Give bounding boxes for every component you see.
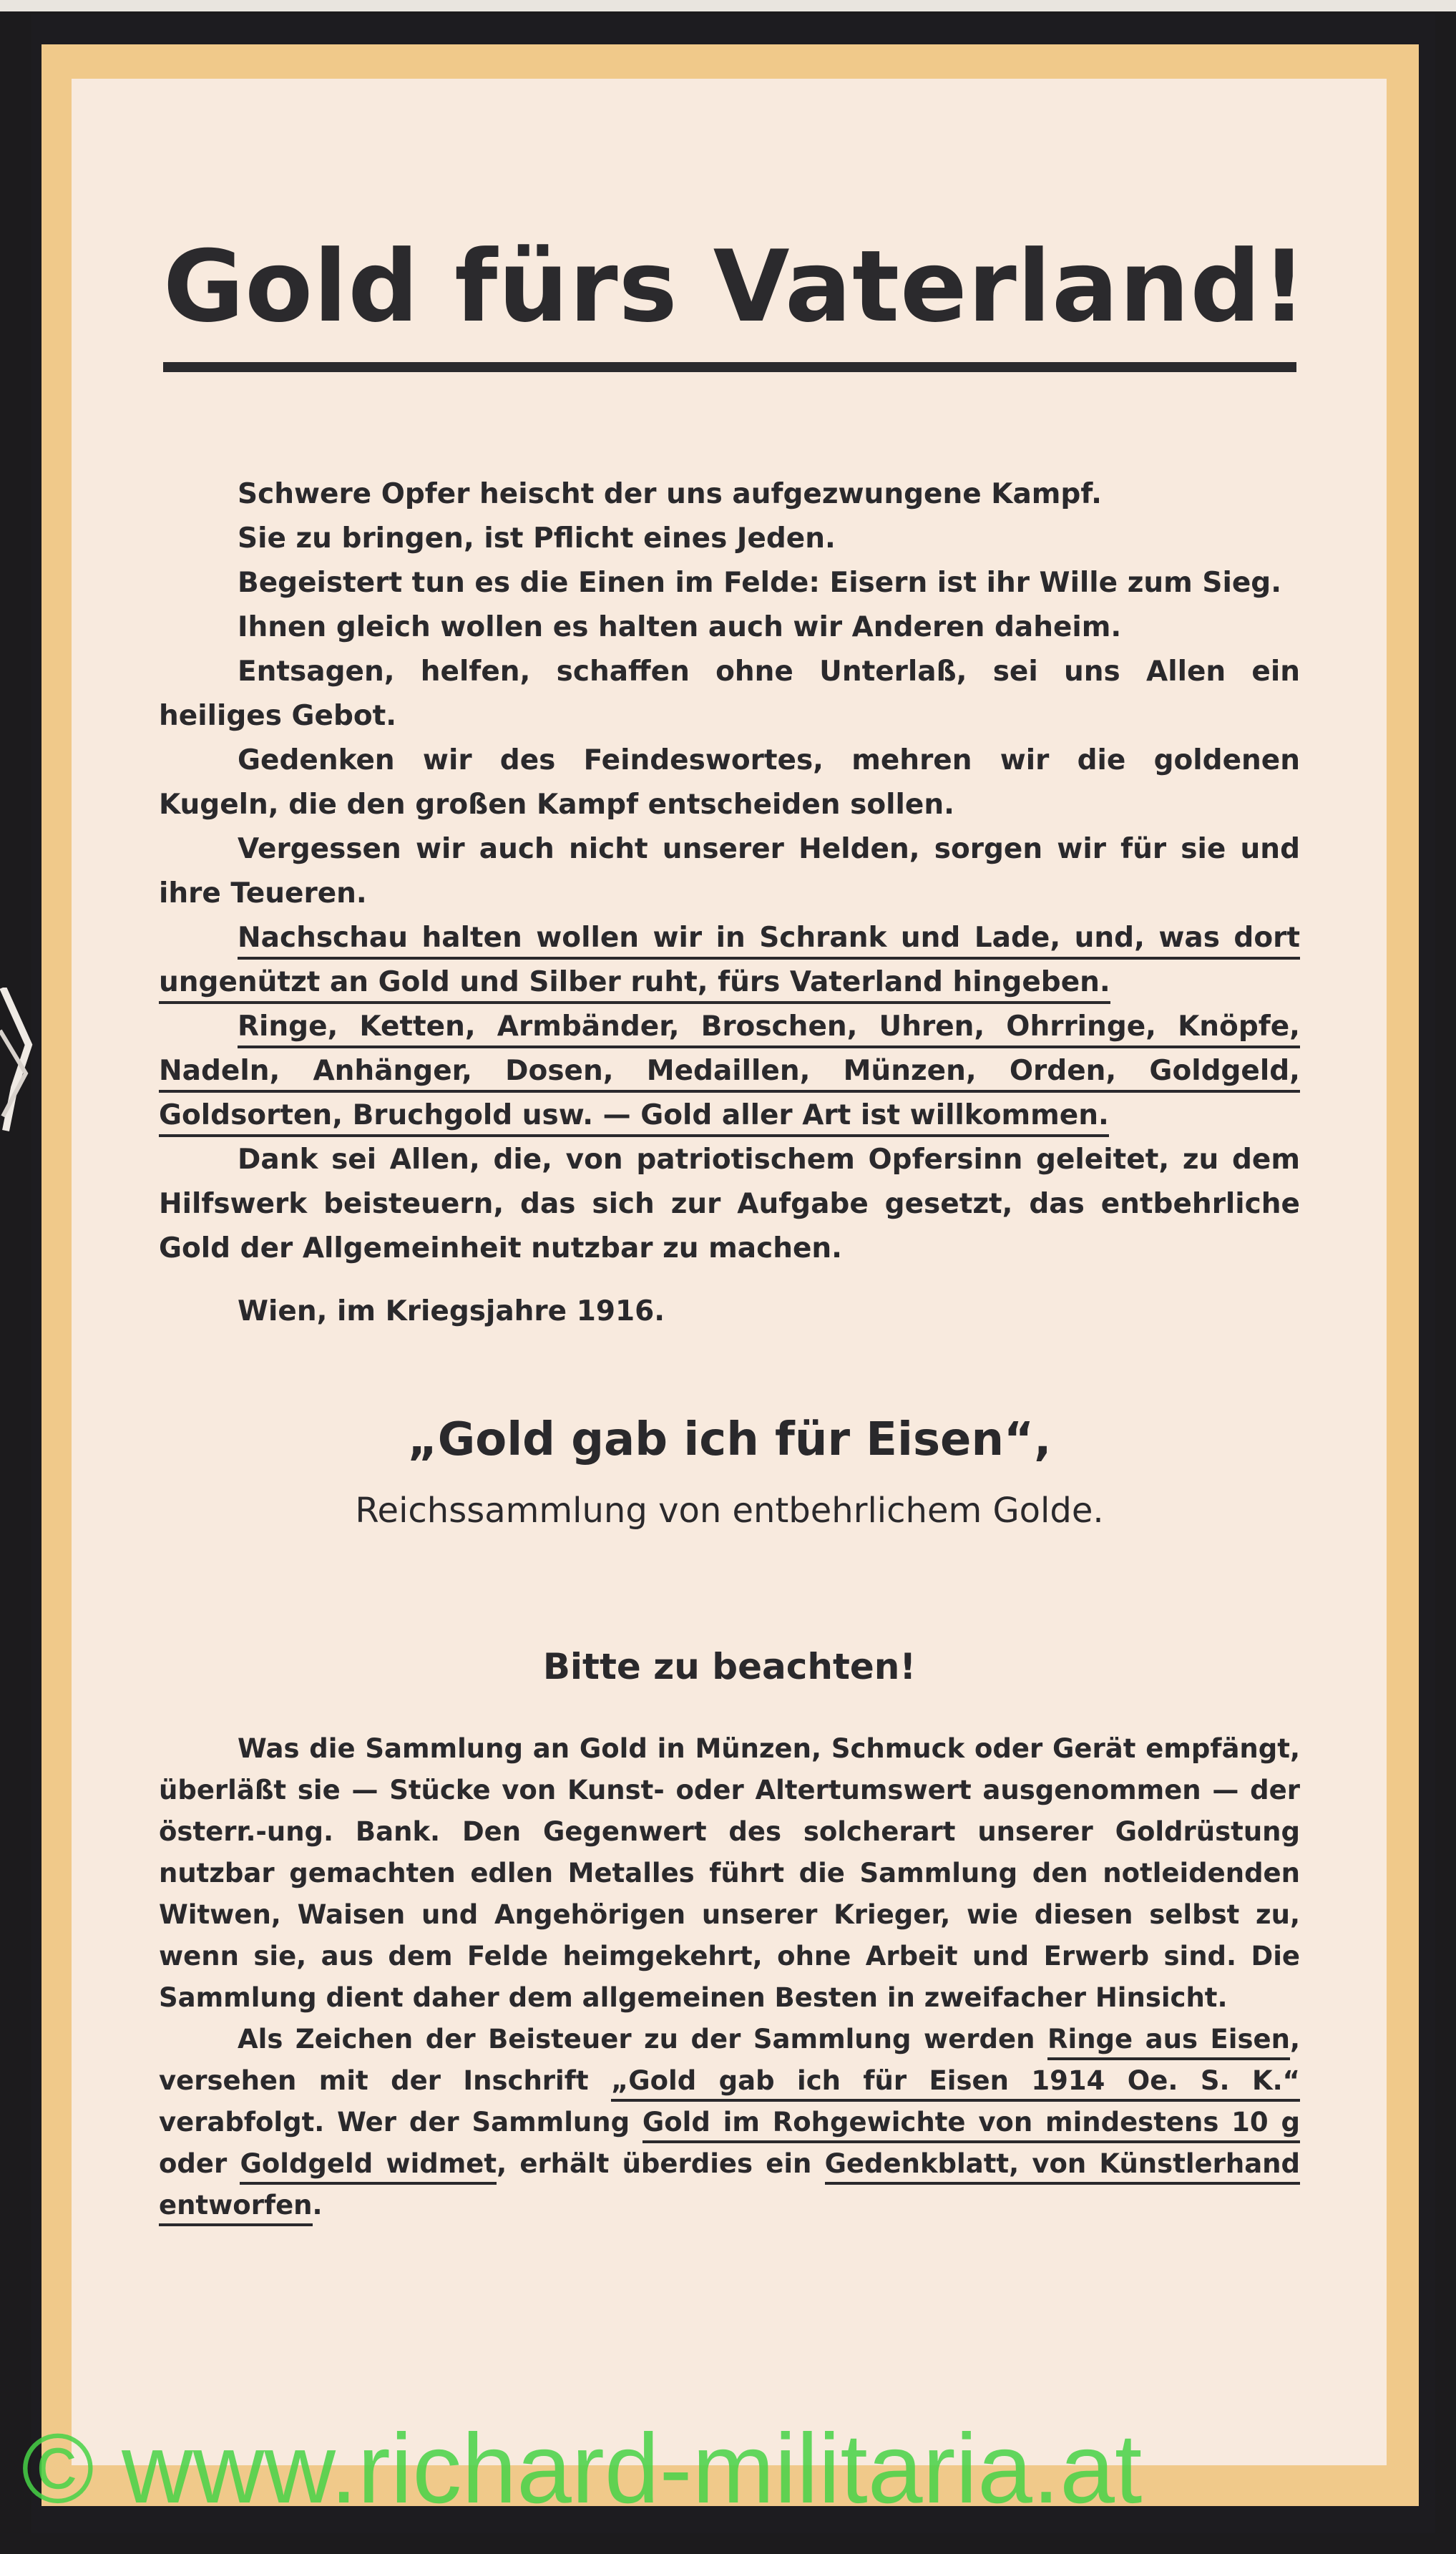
paragraph-underlined bbox=[159, 916, 1300, 1005]
underlined-text: Nachschau halten wollen wir in Schrank und Lade, und, was dort ungenützt an Gold und Silber ruht, fürs Vaterland hingeben. bbox=[159, 922, 1300, 1004]
underlined-text: Gedenkblatt, von Künstlerhand entworfen bbox=[159, 2148, 1300, 2226]
paper-clip-icon bbox=[0, 988, 43, 1138]
paragraph: Sie zu bringen, ist Pflicht eines Jeden. bbox=[238, 522, 836, 555]
paragraph: Dank sei Allen, die, von patriotischem Opfersinn geleitet, zu dem Hilfswerk beisteuern, das sich zur Aufgabe gesetzt, das entbehrliche Gold der Allgemeinheit nutzbar zu machen. bbox=[159, 1144, 1300, 1264]
notice-paragraph bbox=[159, 2019, 1300, 2226]
copyright-icon: © bbox=[21, 2414, 94, 2524]
underlined-text: Ringe, Ketten, Armbänder, Broschen, Uhren, Ohrringe, Knöpfe, Nadeln, Anhänger, Dosen, Medaillen, Münzen, Orden, Goldgeld, Goldsorten, Bruchgold usw. — Gold aller Art ist willkommen. bbox=[159, 1010, 1300, 1137]
dateline: Wien, im Kriegsjahre 1916. bbox=[238, 1295, 665, 1327]
notice-heading: Bitte zu beachten! bbox=[542, 1646, 917, 1687]
watermark bbox=[21, 2415, 1445, 2523]
paragraph: Vergessen wir auch nicht unserer Helden, sorgen wir für sie und ihre Teueren. bbox=[159, 833, 1300, 910]
appeal-text bbox=[159, 472, 1300, 1362]
watermark-url: www.richard-militaria.at bbox=[122, 2414, 1143, 2524]
organization-name: Reichssammlung von entbehrlichem Golde. bbox=[355, 1491, 1104, 1531]
underlined-text: Goldgeld widmet bbox=[240, 2148, 497, 2185]
notice-paragraph: Was die Sammlung an Gold in Münzen, Schmuck oder Gerät empfängt, überläßt sie — Stücke von Kunst- oder Altertumswert ausgenommen — der österr.-ung. Bank. Den Gegenwert des solcherart unserer Goldrüstung nutzbar gemachten edlen Metalles führt die Sammlung den notleidenden Witwen, Waisen und Angehörigen unserer Krieger, wie diesen selbst zu, wenn sie, aus dem Felde heimgekehrt, ohne Arbeit und Erwerb sind. Die Sammlung dient daher dem allgemeinen Besten in zweifacher Hinsicht. bbox=[159, 1733, 1300, 2013]
slogan-heading: „Gold gab ich für Eisen“, bbox=[407, 1413, 1052, 1466]
text-run: oder bbox=[159, 2148, 240, 2179]
paragraph: Entsagen, helfen, schaffen ohne Unterlaß, sei uns Allen ein heiliges Gebot. bbox=[159, 655, 1300, 732]
paragraph: Gedenken wir des Feindeswortes, mehren wir die goldenen Kugeln, die den großen Kampf entscheiden sollen. bbox=[159, 744, 1300, 821]
underlined-text: „Gold gab ich für Eisen 1914 Oe. S. K.“ bbox=[611, 2065, 1300, 2102]
paragraph-underlined bbox=[159, 1005, 1300, 1138]
text-run: , erhält überdies ein bbox=[497, 2148, 825, 2179]
paragraph: Begeistert tun es die Einen im Felde: Eisern ist ihr Wille zum Sieg. bbox=[238, 567, 1282, 599]
underlined-text: Ringe aus Eisen bbox=[1047, 2024, 1290, 2060]
paragraph: Schwere Opfer heischt der uns aufgezwungene Kampf. bbox=[238, 478, 1102, 510]
poster-title: Gold fürs Vaterland! bbox=[163, 229, 1308, 344]
text-run: Als Zeichen der Beisteuer zu der Sammlung werden bbox=[238, 2024, 1048, 2055]
underlined-text: Gold im Rohgewichte von mindestens 10 g bbox=[643, 2107, 1300, 2143]
text-run: verabfolgt. Wer der Sammlung bbox=[159, 2107, 643, 2138]
text-run: . bbox=[312, 2190, 323, 2221]
text-run: , versehen mit der Inschrift bbox=[159, 2024, 1301, 2096]
notice-text bbox=[159, 1728, 1300, 2226]
title-underline bbox=[163, 362, 1296, 372]
paragraph: Ihnen gleich wollen es halten auch wir Anderen daheim. bbox=[238, 611, 1122, 643]
scan-top-margin bbox=[0, 0, 1456, 11]
